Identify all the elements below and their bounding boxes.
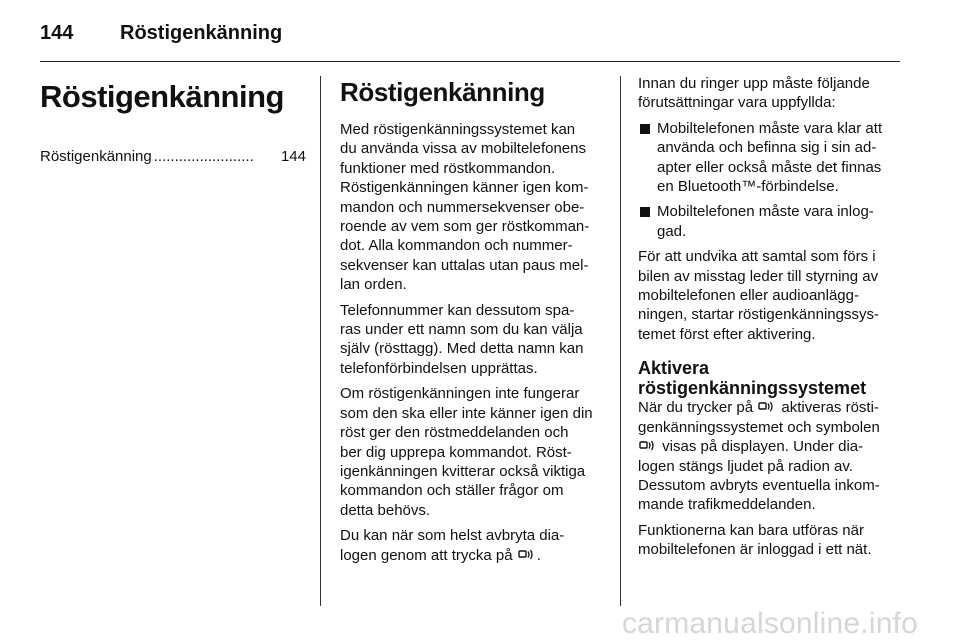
toc-entry-dots: ........................ <box>153 148 254 165</box>
bullet-text: Mobiltelefonen måste vara inlog- gad. <box>657 203 874 240</box>
paragraph-functions: Funktionerna kan bara utföras när mobiltelefonen är inloggad i ett nät. <box>638 521 872 559</box>
paragraph-requirements: Innan du ringer upp måste följande förutsättningar vara uppfyllda: <box>638 75 870 112</box>
subsection-title-line2: röstigenkänningssystemet <box>638 378 867 399</box>
toc-entry[interactable] <box>40 146 306 168</box>
toc-entry-label: Röstigenkänning <box>40 148 152 165</box>
bullet-square-icon <box>640 124 650 134</box>
bullet-item <box>638 119 900 197</box>
requirements-column <box>638 74 900 566</box>
paragraph-intro: Med röstigenkänningssystemet kan du använda vissa av mobiltelefonens funktioner med röstkommandon. Röstigenkänningen känner igen kom- mandon och nummersekvenser obe- roende av vem som ger röstkomman- dot. Alla kommandon och nummer- sekvenser kan uttalas utan paus mel- lan orden. <box>340 121 590 294</box>
paragraph-safety: För att undvika att samtal som förs i bilen av misstag leder till styrning av mobiltelefonen eller audioanlägg- ningen, startar röstigenkänningssys- temet först efter aktivering. <box>638 248 879 343</box>
watermark: carmanualsonline.info <box>621 607 918 640</box>
paragraph-cancel-end: . <box>536 546 541 564</box>
header-rule <box>40 61 900 62</box>
intro-column <box>340 74 604 571</box>
chapter-column <box>40 74 306 168</box>
bullet-square-icon <box>640 207 650 217</box>
paragraph-activate-text: visas på displayen. Under dia- logen stängs ljudet på radion av. Dessutom avbryts eventuella inkom- mande trafikmeddelanden. <box>638 438 880 514</box>
paragraph-recognition-fail: Om röstigenkänningen inte fungerar som den ska eller inte känner igen din röst ger den röstmeddelanden och ber dig upprepa kommandot. Röst- igenkänningen kvitterar också viktiga kommandon och ställer frågor om detta behövs. <box>340 385 593 519</box>
paragraph-cancel-text: Du kan när som helst avbryta dia- logen genom att trycka på <box>340 527 565 564</box>
paragraph-activate-text: aktiveras rösti- genkänningssystemet och symbolen <box>638 399 880 436</box>
paragraph-voice-tag: Telefonnummer kan dessutom spa- ras under ett namn som du kan välja själv (rösttagg). Med detta namn kan telefonförbindelsen upprättas. <box>340 301 584 377</box>
paragraph-activate <box>638 398 900 514</box>
column-divider-left <box>320 76 321 606</box>
page-number: 144 <box>40 22 74 44</box>
section-title: Röstigenkänning <box>340 77 545 107</box>
paragraph-activate-text: När du trycker på <box>638 399 758 417</box>
toc-entry-page: 144 <box>280 148 306 165</box>
page-header <box>40 18 282 48</box>
column-divider-right <box>620 76 621 606</box>
subsection-title <box>638 358 900 398</box>
subsection-title-line1: Aktivera <box>638 358 710 379</box>
bullet-text: Mobiltelefonen måste vara klar att använda och befinna sig i sin ad- apter eller också måste det finnas en Bluetooth™-förbindelse. <box>657 119 883 196</box>
running-title: Röstigenkänning <box>120 22 283 44</box>
chapter-title: Röstigenkänning <box>40 79 284 114</box>
voice-command-icon <box>518 548 536 561</box>
voice-command-icon <box>639 439 657 452</box>
paragraph-cancel-dialog <box>340 526 604 565</box>
voice-command-icon <box>758 400 776 413</box>
bullet-item <box>638 202 900 241</box>
